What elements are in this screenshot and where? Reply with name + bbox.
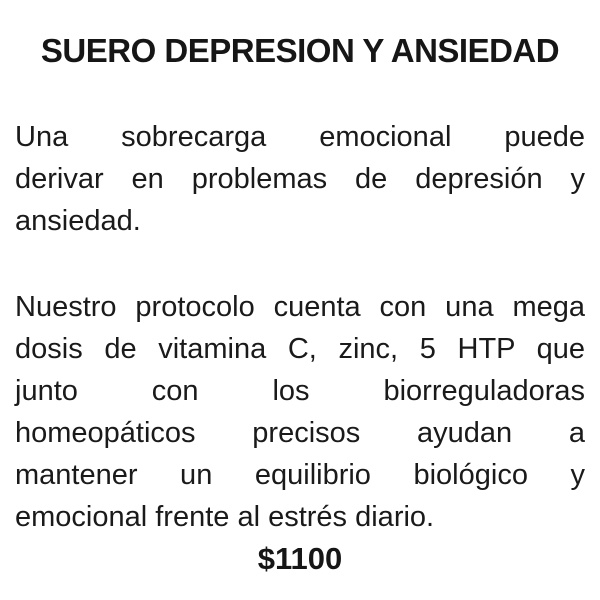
paragraph-line: homeopáticos precisos ayudan a — [15, 417, 585, 449]
paragraph-line: dosis de vitamina C, zinc, 5 HTP que — [15, 333, 585, 365]
page-title: SUERO DEPRESION Y ANSIEDAD — [40, 32, 560, 69]
paragraph-line: emocional frente al estrés diario. — [15, 501, 435, 533]
price-label: $1100 — [257, 541, 343, 576]
paragraph-line: mantener un equilibrio biológico y — [15, 459, 585, 491]
paragraph-line: junto con los biorreguladoras — [15, 375, 585, 407]
paragraph-line: derivar en problemas de depresión y — [15, 163, 585, 195]
paragraph-line: Nuestro protocolo cuenta con una mega — [15, 291, 585, 323]
paragraph-intro — [15, 116, 585, 242]
paragraph-protocol — [15, 286, 585, 538]
paragraph-line: ansiedad. — [15, 205, 141, 237]
paragraph-line: Una sobrecarga emocional puede — [15, 121, 585, 153]
